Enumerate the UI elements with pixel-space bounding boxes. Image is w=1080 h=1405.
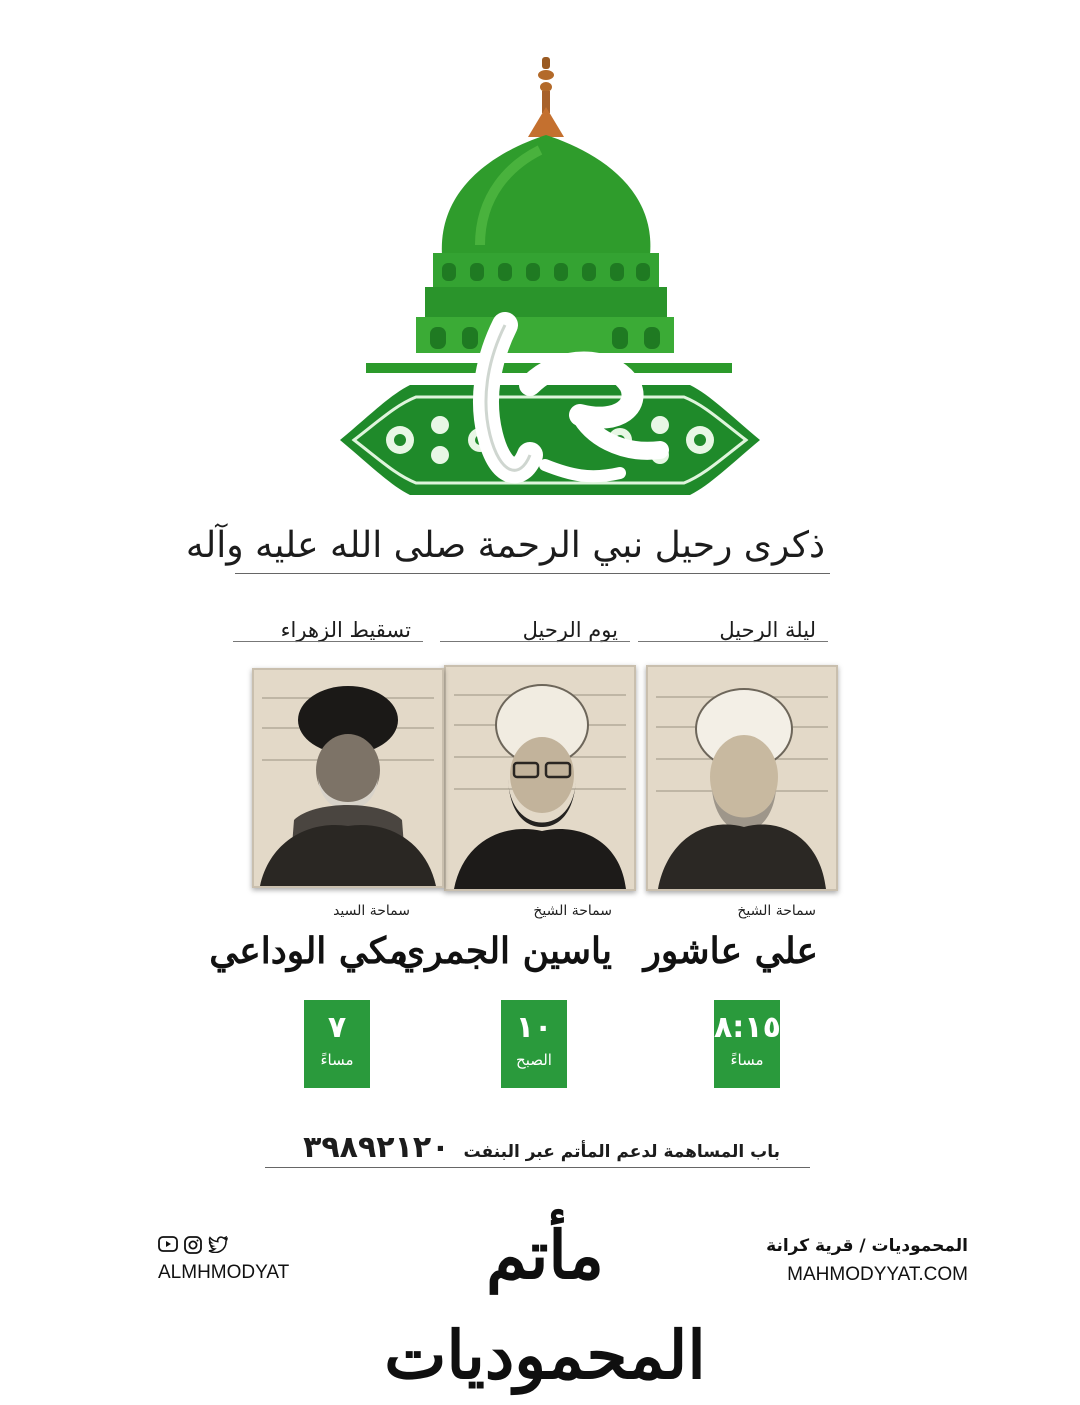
heading-rule <box>440 641 630 642</box>
heading-label: ليلة الرحيل <box>719 618 816 642</box>
heading-rule <box>233 641 423 642</box>
heading-rule <box>638 641 828 642</box>
mosque-logo <box>365 1205 725 1394</box>
page-title: ذكرى رحيل نبي الرحمة صلى الله عليه وآله <box>185 525 825 566</box>
portrait-yaseen-aljamri <box>444 665 636 891</box>
donation-phone: ٣٩٨٩٢١٢٠ <box>303 1130 450 1165</box>
time-value: ٨:١٥ <box>714 1010 781 1045</box>
time-period: الصبح <box>516 1051 552 1069</box>
column-heading-1 <box>638 618 828 648</box>
speaker-portrait-icon <box>254 670 442 886</box>
time-value: ١٠ <box>515 1010 553 1045</box>
speaker-name-2: ياسين الجمري <box>396 930 612 972</box>
portrait-makki-alwadaei <box>252 668 444 888</box>
speaker-name-1: علي عاشور <box>643 930 818 972</box>
donation-line <box>265 1130 810 1170</box>
donation-rule <box>265 1167 810 1168</box>
title-underline <box>235 573 830 574</box>
column-heading-2 <box>440 618 630 648</box>
time-period: مساءً <box>730 1051 764 1069</box>
twitter-icon[interactable] <box>208 1236 228 1253</box>
dome-emblem <box>330 55 770 505</box>
youtube-icon[interactable] <box>158 1236 178 1252</box>
time-box-3 <box>304 1000 370 1088</box>
website-link[interactable]: MAHMODYYAT.COM <box>787 1264 968 1285</box>
time-box-2 <box>501 1000 567 1088</box>
green-dome-icon <box>330 55 770 505</box>
logo-calligraphy: مأتم المحموديات <box>384 1216 706 1394</box>
speaker-portrait-icon <box>446 667 634 889</box>
social-handle[interactable]: ALMHMODYAT <box>158 1262 290 1283</box>
time-value: ٧ <box>327 1010 347 1045</box>
portrait-ali-ashour <box>646 665 838 891</box>
column-heading-3 <box>233 618 423 648</box>
speaker-honorific-2: سماحة الشيخ <box>533 903 612 919</box>
heading-label: تسقيط الزهراء <box>280 618 411 642</box>
village-text: المحموديات / قرية كرانة <box>766 1236 968 1256</box>
speaker-name-3: مكي الوداعي <box>209 930 408 972</box>
speaker-honorific-3: سماحة السيد <box>333 903 410 919</box>
time-box-1 <box>714 1000 780 1088</box>
title-block <box>185 525 830 585</box>
speaker-honorific-1: سماحة الشيخ <box>737 903 816 919</box>
donation-label: باب المساهمة لدعم المأتم عبر البنفت <box>463 1142 780 1162</box>
heading-label: يوم الرحيل <box>522 618 618 642</box>
speaker-portrait-icon <box>648 667 836 889</box>
instagram-icon[interactable] <box>184 1236 202 1254</box>
social-block <box>158 1236 289 1284</box>
time-period: مساءً <box>320 1051 354 1069</box>
location-block <box>766 1236 968 1286</box>
